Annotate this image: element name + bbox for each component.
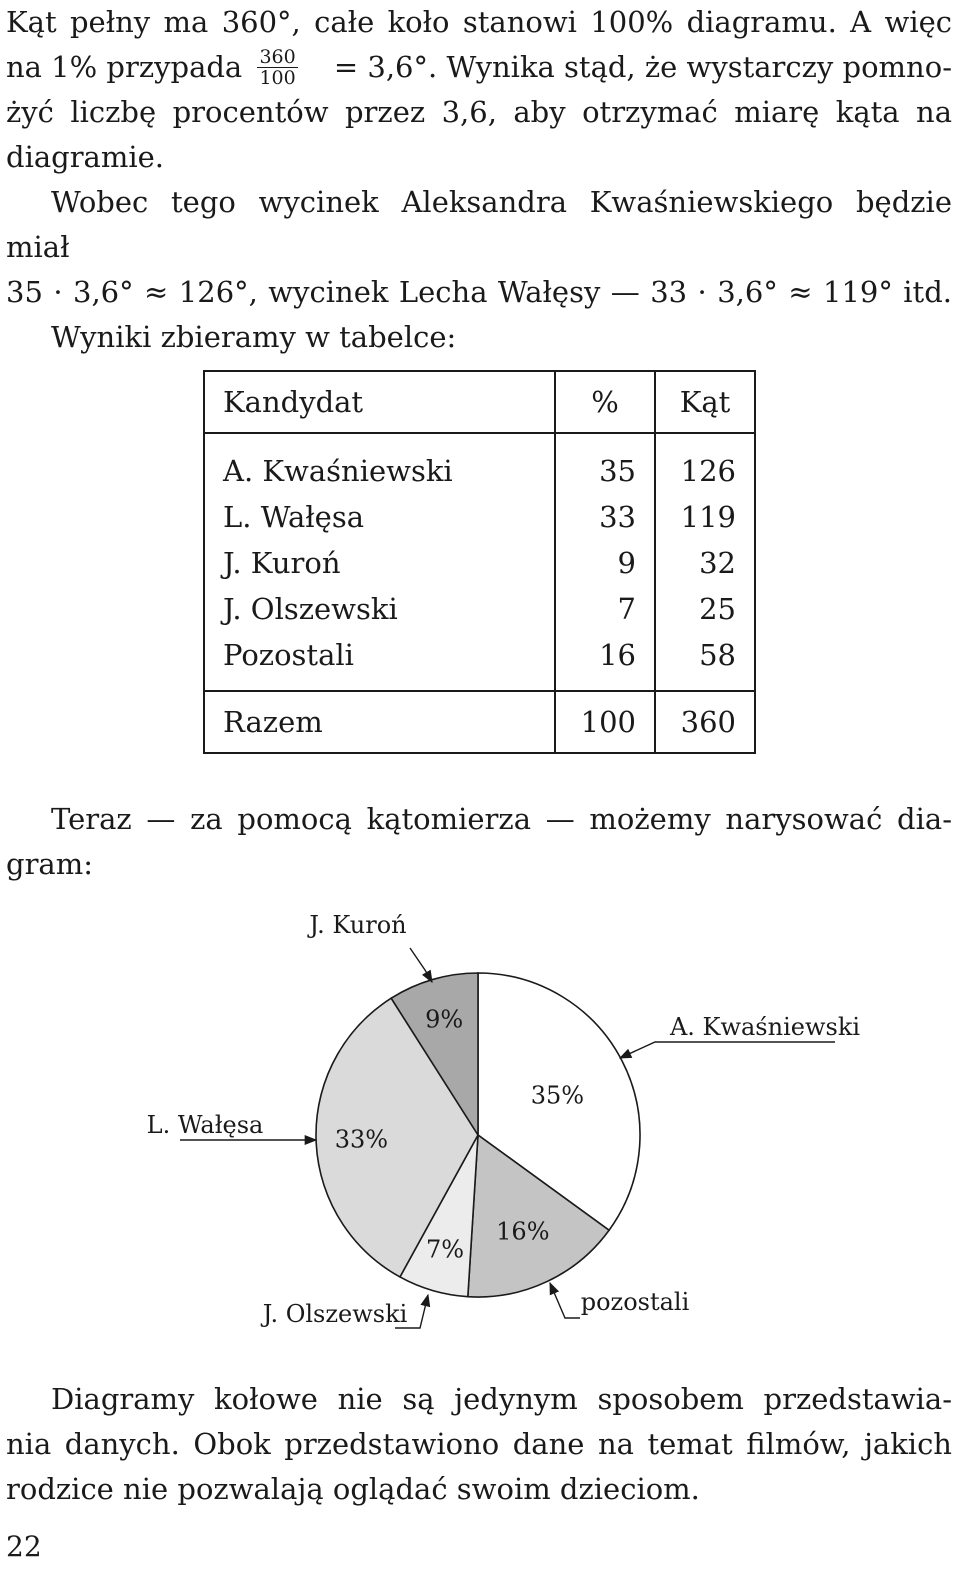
header-angle: Kąt bbox=[655, 371, 755, 433]
pie-percent-label: 33% bbox=[334, 1125, 389, 1154]
fraction-denominator: 100 bbox=[259, 66, 296, 89]
cell-candidate: L. Wałęsa bbox=[204, 494, 555, 540]
middle-line-1: Teraz — za pomocą kątomierza — możemy narysować dia- bbox=[51, 802, 952, 836]
leader-line bbox=[550, 1283, 580, 1318]
intro-line-3: żyć liczbę procentów przez 3,6, aby otrzymać miarę kąta na bbox=[6, 95, 952, 129]
cell-angle: 25 bbox=[699, 592, 736, 626]
pie-percent-label: 16% bbox=[496, 1217, 550, 1246]
middle-paragraph bbox=[6, 797, 952, 887]
pie-slice-name-label: pozostali bbox=[580, 1288, 690, 1316]
intro-line-2-end: = 3,6°. Wynika stąd, że wystarczy pomno- bbox=[333, 50, 952, 84]
cell-angle: 119 bbox=[680, 500, 736, 534]
pie-percent-label: 9% bbox=[425, 1005, 464, 1034]
header-percent: % bbox=[555, 371, 655, 433]
intro-line-2-text: na 1% przypada bbox=[6, 50, 243, 84]
total-angle: 360 bbox=[655, 691, 755, 753]
pie-slice-name-label: J. Olszewski bbox=[262, 1300, 408, 1328]
intro-line-6: 35 · 3,6° ≈ 126°, wycinek Lecha Wałęsy — 33 · 3,6° ≈ 119° itd. bbox=[6, 275, 952, 309]
pie-percent-label: 35% bbox=[530, 1081, 585, 1110]
outro-line-2: nia danych. Obok przedstawiono dane na temat filmów, jakich bbox=[6, 1427, 952, 1461]
cell-angle: 58 bbox=[699, 638, 736, 672]
cell-angle: 32 bbox=[699, 546, 736, 580]
outro-line-3: rodzice nie pozwalają oglądać swoim dzieciom. bbox=[6, 1472, 700, 1506]
intro-line-2 bbox=[6, 45, 952, 90]
intro-line-2-start bbox=[6, 45, 304, 90]
cell-percent: 35 bbox=[555, 433, 655, 494]
intro-line-7: Wyniki zbieramy w tabelce: bbox=[51, 320, 457, 354]
cell-candidate: Pozostali bbox=[204, 632, 555, 691]
table-row bbox=[204, 494, 755, 540]
leader-line bbox=[620, 1042, 835, 1058]
middle-line-2: gram: bbox=[6, 847, 93, 881]
table-row bbox=[204, 632, 755, 691]
intro-line-5: Wobec tego wycinek Aleksandra Kwaśniewskiego będzie miał bbox=[6, 185, 952, 264]
table-row bbox=[204, 540, 755, 586]
outro-line-1: Diagramy kołowe nie są jedynym sposobem przedstawia- bbox=[51, 1382, 952, 1416]
table-header-row bbox=[204, 371, 755, 433]
cell-percent: 16 bbox=[555, 632, 655, 691]
table-row bbox=[204, 586, 755, 632]
intro-line-1: Kąt pełny ma 360°, całe koło stanowi 100% diagramu. A więc bbox=[6, 5, 952, 39]
total-label: Razem bbox=[204, 691, 555, 753]
table-row bbox=[204, 433, 755, 494]
cell-angle: 126 bbox=[680, 454, 736, 488]
page-number: 22 bbox=[6, 1530, 42, 1563]
cell-percent: 33 bbox=[555, 494, 655, 540]
results-table bbox=[203, 370, 756, 754]
cell-candidate: J. Kuroń bbox=[204, 540, 555, 586]
fraction-360-100 bbox=[257, 47, 297, 88]
cell-candidate: A. Kwaśniewski bbox=[204, 433, 555, 494]
pie-slice-name-label: A. Kwaśniewski bbox=[669, 1013, 861, 1041]
pie-slice-name-label: J. Kuroń bbox=[309, 911, 407, 939]
pie-chart bbox=[0, 890, 960, 1350]
cell-percent: 9 bbox=[555, 540, 655, 586]
intro-paragraph bbox=[6, 0, 952, 360]
intro-line-4: diagramie. bbox=[6, 140, 164, 174]
outro-paragraph bbox=[6, 1377, 952, 1512]
pie-percent-label: 7% bbox=[425, 1235, 465, 1264]
leader-line bbox=[410, 948, 432, 982]
cell-percent: 7 bbox=[555, 586, 655, 632]
total-percent: 100 bbox=[555, 691, 655, 753]
header-candidate: Kandydat bbox=[204, 371, 555, 433]
pie-slice-name-label: L. Wałęsa bbox=[146, 1111, 264, 1139]
table-total-row bbox=[204, 691, 755, 753]
cell-candidate: J. Olszewski bbox=[204, 586, 555, 632]
fraction-numerator: 360 bbox=[259, 45, 296, 68]
